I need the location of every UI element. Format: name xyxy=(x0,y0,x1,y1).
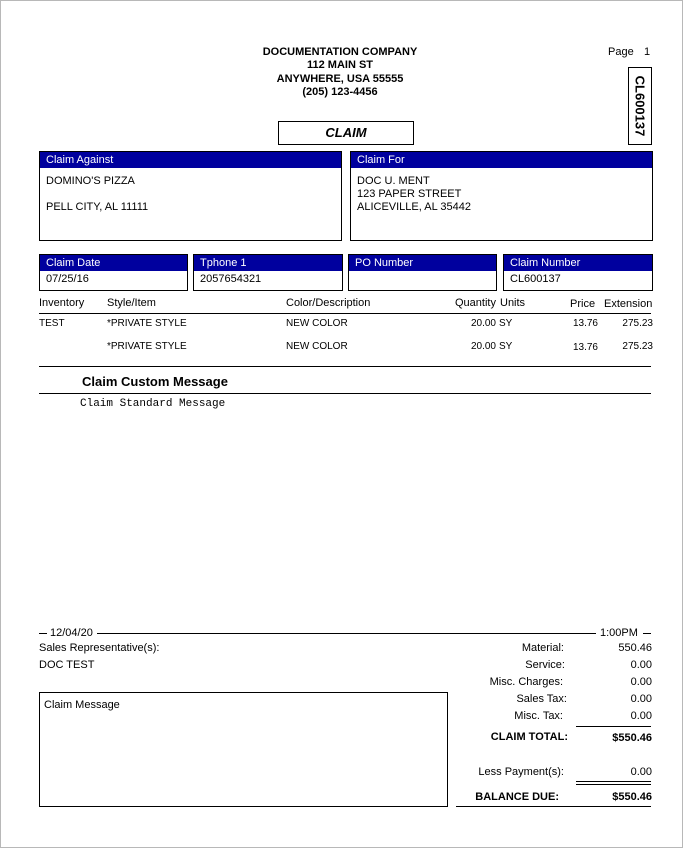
item-1-extension: 275.23 xyxy=(622,318,653,329)
col-color: Color/Description xyxy=(286,297,371,309)
item-1-quantity: 20.00 xyxy=(470,318,496,329)
items-divider xyxy=(39,366,651,367)
less-payment-value: 0.00 xyxy=(630,766,652,778)
claim-total-value: $550.46 xyxy=(612,732,652,744)
misc-tax-value: 0.00 xyxy=(630,710,652,722)
service-value: 0.00 xyxy=(630,659,652,671)
col-inventory: Inventory xyxy=(39,297,85,309)
claim-number-label: Claim Number xyxy=(504,255,652,271)
footer-line-mid xyxy=(97,633,596,634)
misc-charges-label: Misc. Charges: xyxy=(489,676,563,688)
claim-against-line-3: PELL CITY, AL 11111 xyxy=(46,201,149,213)
item-2-price: 13.76 xyxy=(572,342,598,353)
sales-rep-label: Sales Representative(s): xyxy=(39,642,160,654)
col-price: Price xyxy=(570,298,596,310)
col-style: Style/Item xyxy=(107,297,156,309)
claim-message-box xyxy=(39,692,448,807)
item-1-price: 13.76 xyxy=(572,318,598,329)
claim-for-line-1: DOC U. MENT xyxy=(357,175,430,187)
claim-date-label: Claim Date xyxy=(40,255,187,271)
sales-rep-name: DOC TEST xyxy=(39,659,95,671)
footer-time: 1:00PM xyxy=(600,627,638,639)
claim-for-header: Claim For xyxy=(351,152,652,168)
phone-box xyxy=(193,254,343,291)
phone-label: Tphone 1 xyxy=(194,255,342,271)
claim-against-line-1: DOMINO'S PIZZA xyxy=(46,175,135,187)
less-payment-label: Less Payment(s): xyxy=(478,766,564,778)
custom-message: Claim Custom Message xyxy=(82,374,228,389)
item-1-style: *PRIVATE STYLE xyxy=(107,318,187,329)
balance-rule-2 xyxy=(576,784,651,785)
claim-against-box xyxy=(39,151,342,241)
po-number-label: PO Number xyxy=(349,255,496,271)
company-phone: (205) 123-4456 xyxy=(302,86,378,98)
col-units: Units xyxy=(500,297,526,309)
item-1-units: SY xyxy=(499,318,513,329)
footer-line-left xyxy=(39,633,47,634)
claim-against-line-2 xyxy=(40,188,341,201)
document-title: CLAIM xyxy=(278,121,414,145)
balance-due-label: BALANCE DUE: xyxy=(475,791,559,803)
company-address-1: 112 MAIN ST xyxy=(306,59,374,71)
claim-date-box xyxy=(39,254,188,291)
header-divider xyxy=(39,313,651,314)
claim-message-label: Claim Message xyxy=(44,699,120,711)
item-1-color: NEW COLOR xyxy=(286,318,348,329)
sales-tax-label: Sales Tax: xyxy=(516,693,567,705)
balance-underline xyxy=(456,806,651,807)
footer-line-right xyxy=(643,633,651,634)
claim-number-value: CL600137 xyxy=(510,273,561,285)
misc-charges-value: 0.00 xyxy=(630,676,652,688)
message-divider xyxy=(39,393,651,394)
item-2-units: SY xyxy=(499,341,513,352)
claim-against-header: Claim Against xyxy=(40,152,341,168)
po-number-box xyxy=(348,254,497,291)
item-2-style: *PRIVATE STYLE xyxy=(107,341,187,352)
material-value: 550.46 xyxy=(618,642,652,654)
material-label: Material: xyxy=(521,642,564,654)
claim-for-box xyxy=(350,151,653,241)
company-name: DOCUMENTATION COMPANY xyxy=(262,46,418,58)
balance-due-value: $550.46 xyxy=(612,791,652,803)
claim-for-line-3: ALICEVILLE, AL 35442 xyxy=(357,201,471,213)
item-1-inventory: TEST xyxy=(39,318,65,329)
footer-date: 12/04/20 xyxy=(50,627,93,639)
phone-value: 2057654321 xyxy=(200,273,262,285)
claim-for-line-2: 123 PAPER STREET xyxy=(357,188,462,200)
claim-number-box xyxy=(503,254,653,291)
doc-id-vertical: CL600137 xyxy=(632,75,648,137)
item-2-extension: 275.23 xyxy=(622,341,653,352)
col-extension: Extension xyxy=(604,298,653,310)
doc-id-box xyxy=(628,67,652,145)
claim-total-label: CLAIM TOTAL: xyxy=(490,731,568,743)
col-quantity: Quantity xyxy=(455,297,496,309)
company-address-2: ANYWHERE, USA 55555 xyxy=(276,73,404,85)
service-label: Service: xyxy=(525,659,565,671)
subtotal-rule xyxy=(576,726,651,727)
standard-message: Claim Standard Message xyxy=(80,398,226,410)
sales-tax-value: 0.00 xyxy=(630,693,652,705)
item-2-quantity: 20.00 xyxy=(470,341,496,352)
balance-rule-1 xyxy=(576,781,651,782)
misc-tax-label: Misc. Tax: xyxy=(514,710,563,722)
claim-date-value: 07/25/16 xyxy=(46,273,89,285)
item-2-color: NEW COLOR xyxy=(286,341,348,352)
page-number: 1 xyxy=(644,46,651,58)
page-label: Page xyxy=(608,46,634,58)
